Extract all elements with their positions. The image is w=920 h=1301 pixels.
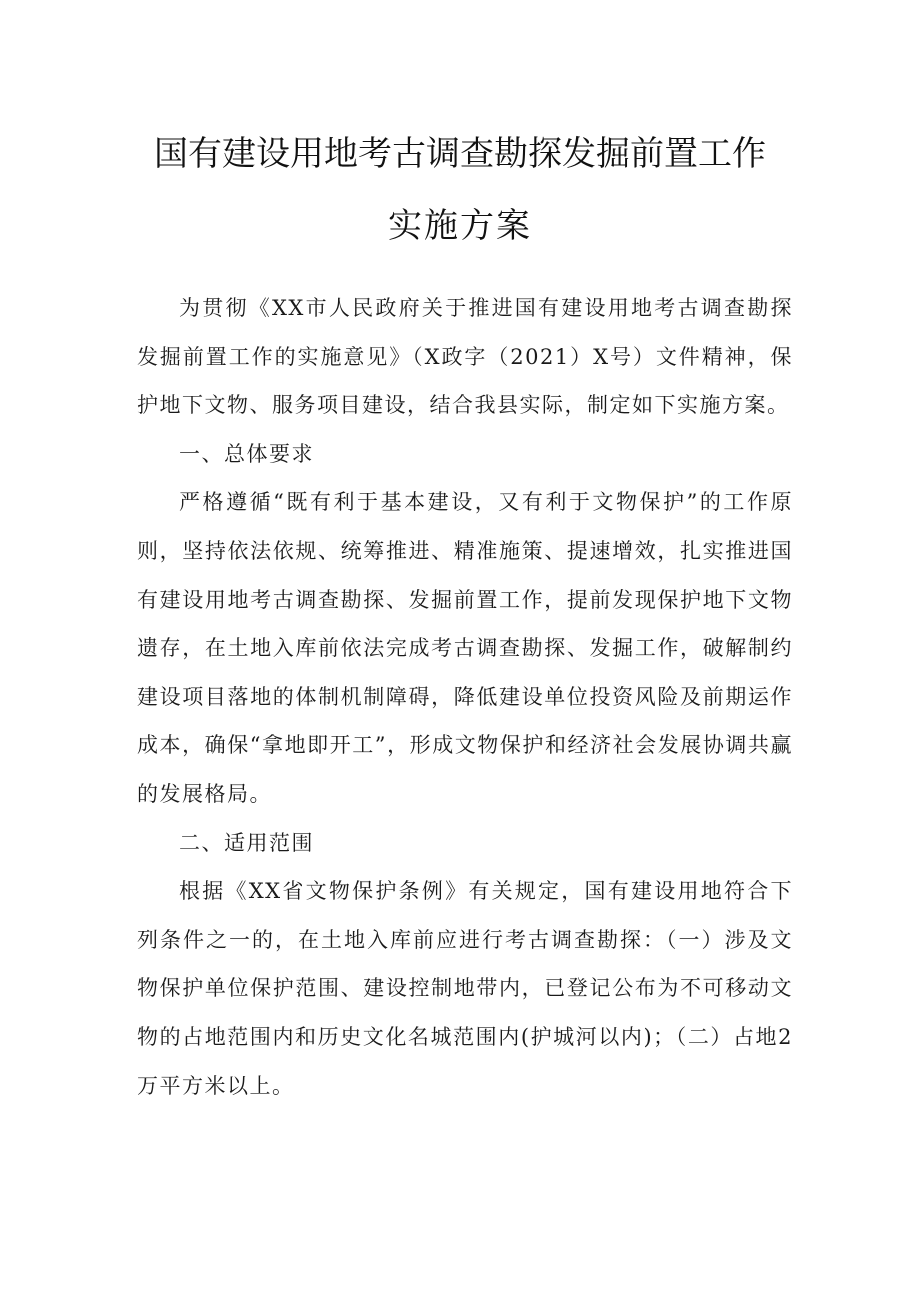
section-heading-general-requirements: 一、总体要求 <box>179 441 314 466</box>
scope-paragraph: 根据《XX省文物保护条例》有关规定，国有建设用地符合下列条件之一的，在土地入库前应进行考古调查勘探：（一）涉及文物保护单位保护范围、建设控制地带内，已登记公布为不可移动文物的占地范围内和历史文化名城范围内(护城河以内)；（二）占地2万平方米以上。 <box>137 879 793 1098</box>
document-title-line-2: 实施方案 <box>388 206 532 246</box>
document-body <box>137 284 793 1110</box>
intro-paragraph: 为贯彻《XX市人民政府关于推进国有建设用地考古调查勘探发掘前置工作的实施意见》（X政字（2021）X号）文件精神，保护地下文物、服务项目建设，结合我县实际，制定如下实施方案。 <box>137 296 793 418</box>
document-title-line-1: 国有建设用地考古调查勘探发掘前置工作 <box>154 134 766 174</box>
general-requirements-paragraph: 严格遵循“既有利于基本建设，又有利于文物保护”的工作原则，坚持依法依规、统筹推进、精准施策、提速增效，扎实推进国有建设用地考古调查勘探、发掘前置工作，提前发现保护地下文物遗存，在土地入库前依法完成考古调查勘探、发掘工作，破解制约建设项目落地的体制机制障碍，降低建设单位投资风险及前期运作成本，确保“拿地即开工”，形成文物保护和经济社会发展协调共赢的发展格局。 <box>137 490 793 806</box>
section-heading-scope: 二、适用范围 <box>179 830 314 855</box>
